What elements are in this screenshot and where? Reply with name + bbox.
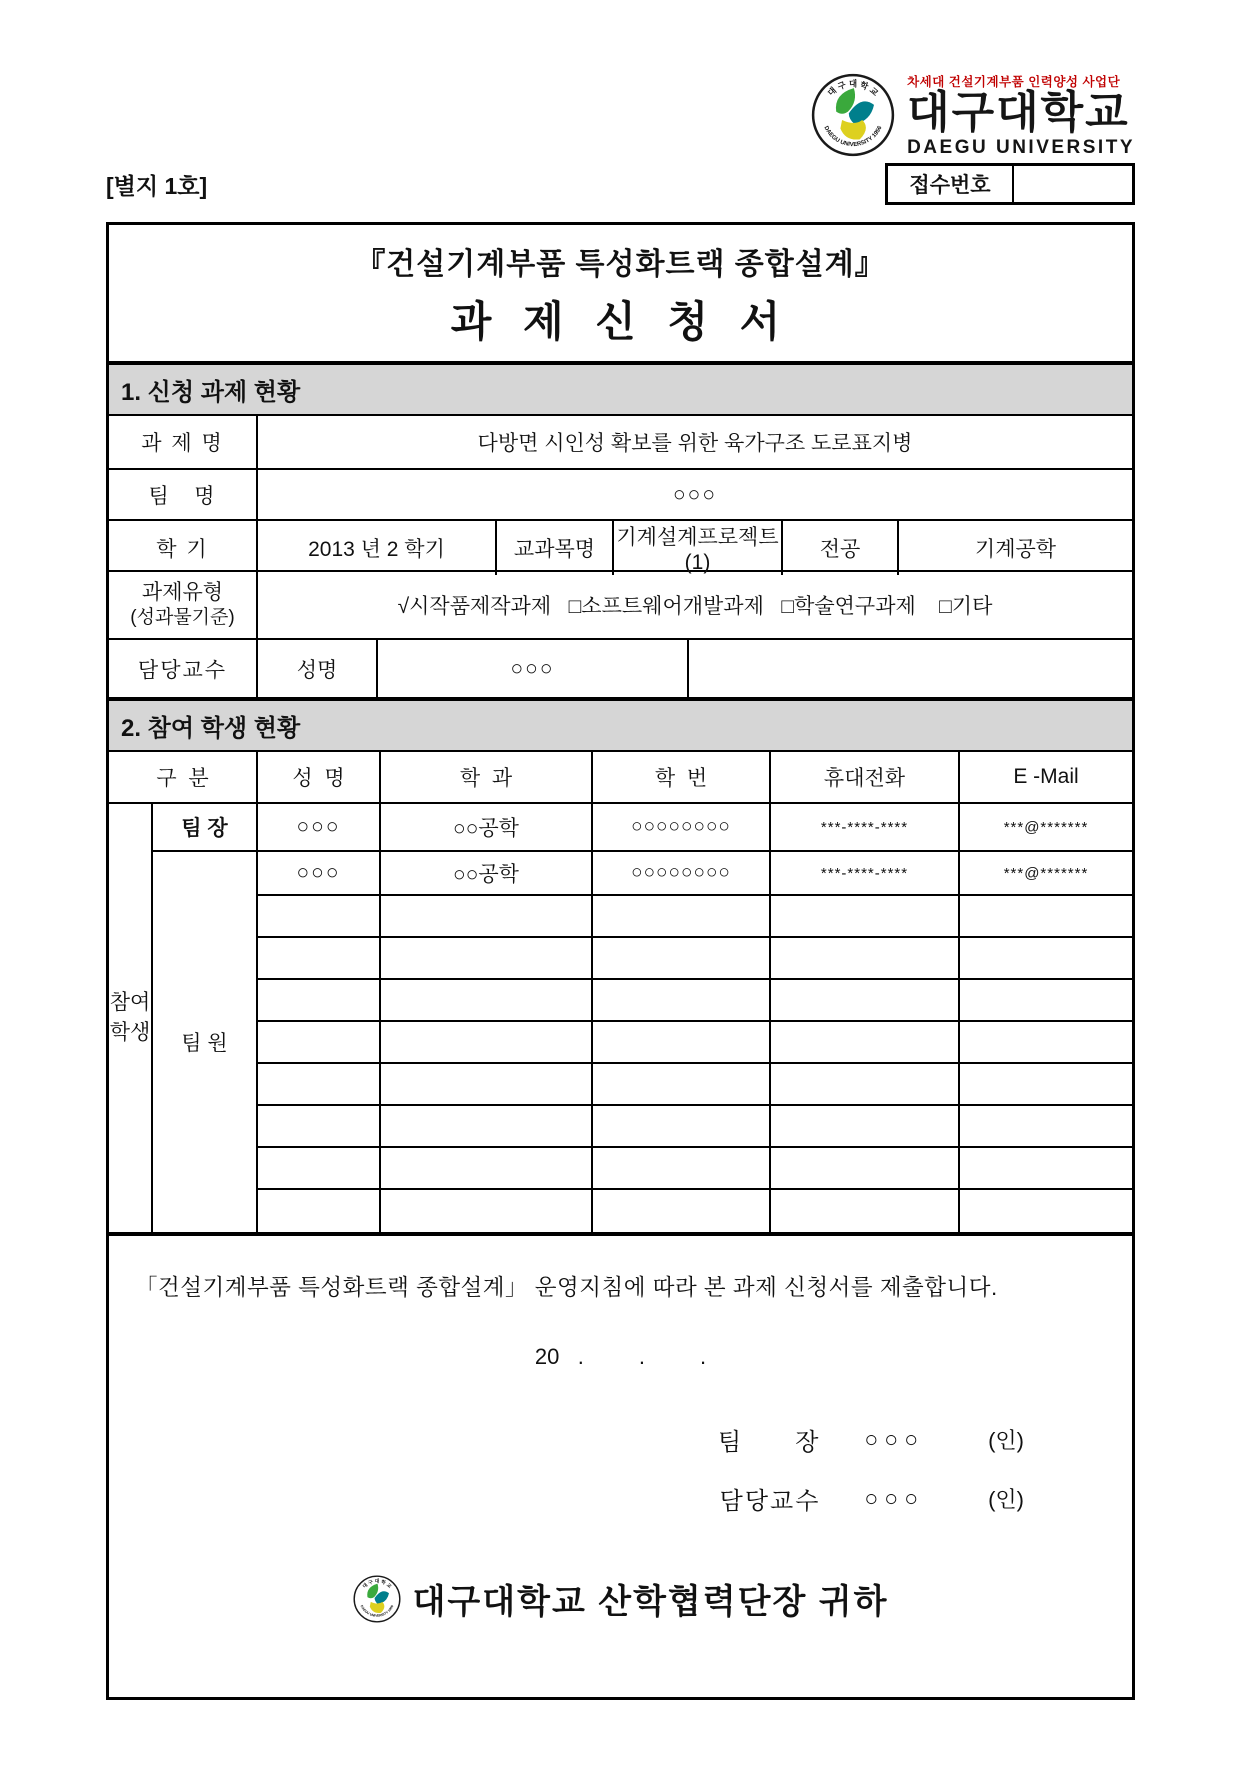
participant-dept [381,1106,593,1148]
participant-dept [381,896,593,938]
col-header-dept: 학 과 [381,752,593,804]
team-name-label: 팀 명 [109,470,258,519]
submission-statement: 「건설기계부품 특성화트랙 종합설계」 운영지침에 따라 본 과제 신청서를 제출합니다. [135,1275,998,1300]
advisor-signature-name: ○○○ [864,1485,925,1511]
project-name-label: 과 제 명 [109,416,258,468]
col-header-student-id: 학 번 [593,752,771,804]
date-line: 20 . . . [534,1344,707,1369]
col-header-phone: 휴대전화 [771,752,960,804]
member-role-label: 팀 원 [153,852,258,1232]
semester-label: 학 기 [109,521,258,575]
participant-email [960,1022,1132,1064]
participant-name [258,1148,381,1190]
advisor-signature-seal: (인) [988,1487,1024,1512]
team-name-row [109,470,1132,521]
participant-student-id: ○○○○○○○○ [593,804,771,852]
advisor-signature-row [109,1481,1132,1516]
advisor-name-label: 성명 [258,640,378,697]
participant-name [258,896,381,938]
participant-phone [771,938,960,980]
participant-email [960,1190,1132,1232]
leader-signature-role: 팀 장 [718,1429,821,1456]
participant-email [960,1106,1132,1148]
participant-phone [771,1190,960,1232]
semester-row [109,521,1132,572]
participant-dept [381,1064,593,1106]
participant-name [258,980,381,1022]
participant-student-id [593,1190,771,1232]
university-seal-icon [353,1575,401,1623]
participant-table [109,752,1132,1232]
recipient-text: 대구대학교 산학협력단장 귀하 [412,1583,889,1621]
participant-email [960,1064,1132,1106]
participant-phone [771,980,960,1022]
attachment-number: [별지 1호] [106,173,208,199]
leader-signature-seal: (인) [988,1428,1024,1453]
project-type-label-line1: 과제유형 [141,581,224,604]
participant-name [258,938,381,980]
form-title-main: 과 제 신 청 서 [450,298,791,345]
course-name-value: 기계설계프로젝트(1) [614,521,783,575]
participant-name [258,1022,381,1064]
participant-student-id [593,1106,771,1148]
participant-email: ***@******* [960,804,1132,852]
participant-name: ○○○ [258,852,381,896]
project-name-row [109,416,1132,470]
advisor-extra-cell [689,640,1132,697]
participant-phone [771,896,960,938]
application-form [106,222,1135,1700]
participant-dept: ○○공학 [381,852,593,896]
recipient-line [109,1574,1132,1623]
participant-phone: ***-****-**** [771,852,960,896]
participant-dept [381,1022,593,1064]
project-type-options: √시작품제작과제 □소프트웨어개발과제 □학술연구과제 □기타 [397,595,993,618]
form-title-track: 『건설기계부품 특성화트랙 종합설계』 [355,248,886,281]
course-name-label: 교과목명 [497,521,614,575]
participant-name [258,1106,381,1148]
university-brand [811,72,1135,159]
major-label: 전공 [783,521,899,575]
receipt-number-box [885,163,1135,205]
participant-dept [381,1190,593,1232]
university-name-ko: 대구대학교 [907,88,1130,137]
advisor-name-value: ○○○ [378,640,689,697]
participant-email [960,938,1132,980]
participant-email [960,1148,1132,1190]
participant-student-id: ○○○○○○○○ [593,852,771,896]
participant-email: ***@******* [960,852,1132,896]
university-brand-text [907,72,1135,159]
participant-student-id [593,938,771,980]
participant-student-id [593,1064,771,1106]
receipt-number-label: 접수번호 [888,166,1014,202]
advisor-label: 담당교수 [109,640,258,697]
receipt-number-value [1014,166,1132,202]
participant-email [960,980,1132,1022]
participants-group-label: 참여 학생 [109,804,153,1232]
leader-signature-name: ○○○ [864,1426,925,1452]
leader-signature-row [109,1422,1132,1457]
submission-section [109,1232,1132,1697]
participant-phone [771,1064,960,1106]
section-1-heading: 1. 신청 과제 현황 [109,365,1132,416]
project-type-label-line2: (성과물기준) [130,607,235,629]
col-header-category: 구 분 [109,752,258,804]
project-name-value: 다방면 시인성 확보를 위한 육가구조 도로표지병 [477,432,913,455]
participant-dept: ○○공학 [381,804,593,852]
project-type-label [109,572,258,638]
team-name-value: ○○○ [672,482,718,506]
participant-phone [771,1148,960,1190]
advisor-signature-role: 담당교수 [719,1488,821,1515]
participant-student-id [593,1022,771,1064]
form-title-block [109,225,1132,365]
semester-value: 2013 년 2 학기 [258,521,497,575]
participant-dept [381,980,593,1022]
participant-student-id [593,1148,771,1190]
advisor-row [109,640,1132,697]
university-name-en: DAEGU UNIVERSITY [907,136,1135,158]
col-header-email: E -Mail [960,752,1132,804]
participant-email [960,896,1132,938]
participant-dept [381,938,593,980]
university-seal-icon [811,73,895,157]
leader-role-label: 팀 장 [153,804,258,852]
participant-student-id [593,980,771,1022]
participant-phone [771,1106,960,1148]
col-header-name: 성 명 [258,752,381,804]
section-2-heading: 2. 참여 학생 현황 [109,697,1132,752]
participant-name [258,1064,381,1106]
participant-student-id [593,896,771,938]
participant-dept [381,1148,593,1190]
participant-phone [771,1022,960,1064]
project-type-row [109,572,1132,640]
participant-name: ○○○ [258,804,381,852]
participant-phone: ***-****-**** [771,804,960,852]
participant-name [258,1190,381,1232]
program-label: 차세대 건설기계부품 인력양성 사업단 [907,75,1121,89]
major-value: 기계공학 [974,538,1057,561]
